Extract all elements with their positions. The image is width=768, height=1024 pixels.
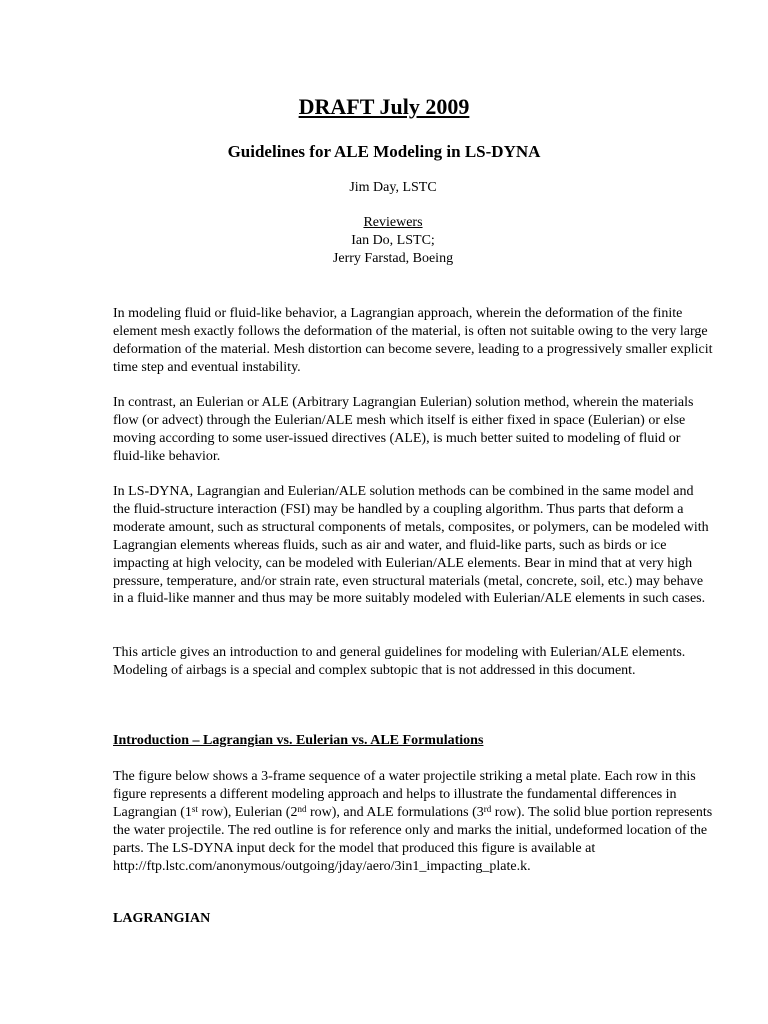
intro-text: row). The solid blue portion represents the water projectile. The red outline is for reference only and marks the initial, undeformed location of the parts. The LS-DYNA input deck for the model that produced this figure is available at [113, 804, 713, 856]
input-deck-url: http://ftp.lstc.com/anonymous/outgoing/jday/aero/3in1_impacting_plate.k. [113, 858, 531, 874]
reviewers-heading: Reviewers [363, 215, 423, 230]
ordinal-superscript: st [191, 803, 198, 814]
body-paragraph: In LS-DYNA, Lagrangian and Eulerian/ALE solution methods can be combined in the same model and the fluid-structure interaction (FSI) may be handled by a coupling algorithm. Thus parts that deform a moderate amount, such as structural components of metals, composites, or polymers, can be modeled with Lagrangian elements whereas fluids, such as air and water, and fluid-like parts, such as birds or ice impacting at high velocity, can be modeled with Eulerian/ALE elements. Bear in mind that at very high pressure, temperature, and/or strain rate, even structural materials (metal, concrete, soil, etc.) may behave in a fluid-like manner and thus may be more suitably modeled with Eulerian/ALE elements in such cases. [113, 484, 709, 607]
author-line: Jim Day, LSTC [349, 180, 437, 195]
intro-text: row), Eulerian (2 [197, 804, 298, 820]
ordinal-superscript: rd [483, 803, 492, 814]
draft-title: DRAFT July 2009 [298, 94, 470, 119]
intro-text: The figure below shows a 3-frame sequence of a water projectile striking a metal plate. Each row in this figure represents a different modeling approach and helps to illustrate the fundamental differences in Lagrangian (1 [113, 769, 696, 820]
figure-label: LAGRANGIAN [113, 911, 211, 926]
intro-text: row), and ALE formulations (3 [306, 804, 484, 820]
reviewer-item: Ian Do, LSTC; [351, 233, 435, 248]
intro-paragraph [113, 768, 713, 875]
body-paragraph: In modeling fluid or fluid-like behavior, a Lagrangian approach, wherein the deformation of the finite element mesh exactly follows the deformation of the material, is often not suitable owing to the very large deformation of the material. Mesh distortion can become severe, leading to a progressively smaller explicit time step and eventual instability. [113, 306, 713, 375]
body-paragraph: This article gives an introduction to and general guidelines for modeling with Eulerian/ALE elements. Modeling of airbags is a special and complex subtopic that is not addressed in this document. [113, 645, 686, 678]
section-heading: Introduction – Lagrangian vs. Eulerian vs. ALE Formulations [113, 733, 484, 748]
document-title: Guidelines for ALE Modeling in LS-DYNA [227, 142, 541, 161]
ordinal-superscript: nd [297, 803, 307, 814]
reviewer-item: Jerry Farstad, Boeing [332, 251, 454, 266]
body-paragraph: In contrast, an Eulerian or ALE (Arbitrary Lagrangian Eulerian) solution method, wherein the materials flow (or advect) through the Eulerian/ALE mesh which itself is either fixed in space (Eulerian) or else moving according to some user-issued directives (ALE), is much better suited to modeling of fluid or fluid-like behavior. [113, 395, 694, 464]
